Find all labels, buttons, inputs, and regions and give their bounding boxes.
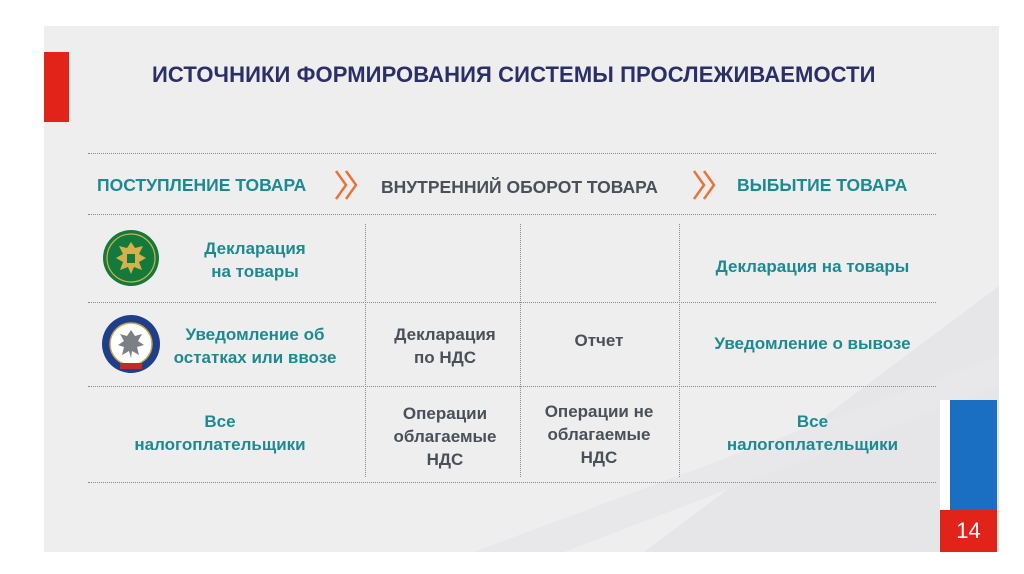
cell-line: Все [796,412,829,431]
cell-report-row2 [524,329,674,352]
cell-line: Декларация на товары [715,257,910,276]
cell-line: Отчет [574,331,624,350]
cell-exit-row3 [700,410,925,456]
cell-exit-row2 [690,332,935,355]
column-divider-1 [365,224,366,477]
slide-background [44,26,999,552]
divider-row2 [88,386,936,387]
divider-row1 [88,302,936,303]
divider-header [88,214,936,215]
title-accent-bar [44,52,69,122]
cell-line: налогоплательщики [134,435,306,454]
cell-intake-row3 [110,410,330,456]
cell-line: налогоплательщики [726,435,899,454]
column-divider-2 [520,224,521,477]
cell-line: Декларация [394,325,496,344]
chevron-right-icon [692,168,718,202]
cell-vat-row3 [370,402,520,471]
divider-top [88,153,936,154]
cell-line: НДС [426,450,464,469]
divider-bottom [88,482,936,483]
cell-line: по НДС [413,348,477,367]
cell-vat-row2 [370,323,520,369]
header-intake: ПОСТУПЛЕНИЕ ТОВАРА [97,175,307,195]
cell-intake-row2 [160,323,350,369]
cell-line: Операции не [544,402,654,421]
cell-line: остатках или ввозе [173,348,337,367]
cell-line: облагаемые [547,425,651,444]
chevron-right-icon [334,168,360,202]
header-internal: ВНУТРЕННИЙ ОБОРОТ ТОВАРА [381,177,658,197]
page-title: ИСТОЧНИКИ ФОРМИРОВАНИЯ СИСТЕМЫ ПРОСЛЕЖИВАЕМОСТИ [152,62,876,87]
cell-line: облагаемые [393,427,497,446]
cell-line: НДС [580,448,618,467]
cell-line: Операции [402,404,488,423]
decorative-shapes [44,26,999,552]
header-exit: ВЫБЫТИЕ ТОВАРА [737,175,908,195]
cell-line: Уведомление о вывозе [714,334,911,353]
cell-line: Декларация [204,239,306,258]
cell-line: на товары [211,262,299,281]
customs-emblem-icon [102,229,160,287]
cell-intake-row1 [165,237,345,283]
cell-report-row3 [524,400,674,469]
column-divider-3 [679,224,680,477]
cell-exit-row1 [690,255,935,278]
cell-line: Уведомление об [185,325,325,344]
page-number: 14 [940,510,997,552]
cell-line: Все [204,412,236,431]
tax-service-emblem-icon [101,314,161,374]
